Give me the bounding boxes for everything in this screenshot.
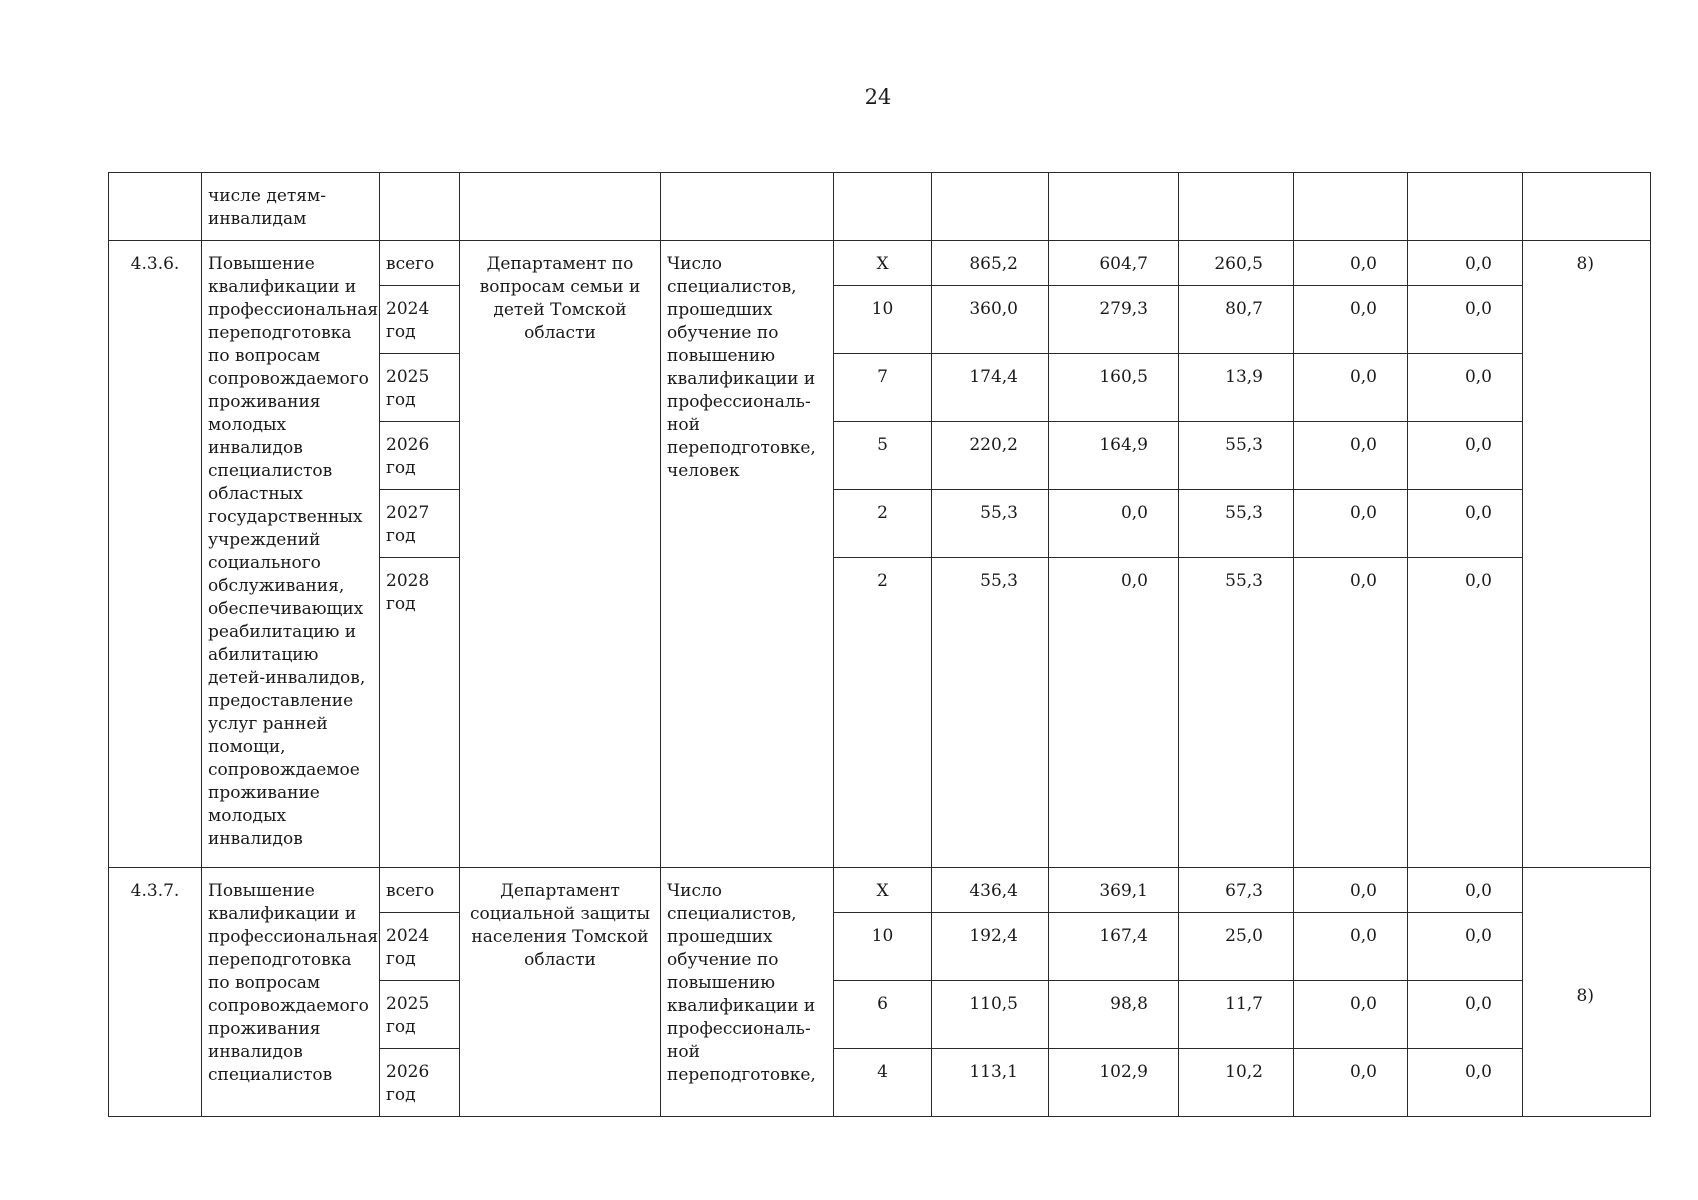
activity-name: Повышение квалификации и профессиональная переподготовка по вопросам сопровождаемого проживания инвалидов специалистов [202, 868, 380, 1117]
carryover-empty-cell [1294, 173, 1408, 241]
extra-budget: 0,0 [1408, 354, 1523, 422]
federal-budget: 98,8 [1049, 981, 1179, 1049]
extra-budget: 0,0 [1408, 241, 1523, 286]
period-cell: 2025 год [380, 981, 460, 1049]
total-amount: 113,1 [932, 1049, 1049, 1117]
carryover-name: числе детям- инвалидам [208, 186, 326, 229]
carryover-id-cell [109, 173, 202, 241]
indicator-value: 10 [834, 913, 932, 981]
extra-budget: 0,0 [1408, 422, 1523, 490]
regional-budget: 55,3 [1179, 422, 1294, 490]
indicator-value: 5 [834, 422, 932, 490]
extra-budget: 0,0 [1408, 286, 1523, 354]
note-cell: 8) [1523, 868, 1651, 1117]
total-amount: 55,3 [932, 490, 1049, 558]
carryover-empty-cell [460, 173, 661, 241]
carryover-empty-cell [380, 173, 460, 241]
regional-budget: 260,5 [1179, 241, 1294, 286]
extra-budget: 0,0 [1408, 913, 1523, 981]
indicator-cell: Число специалистов, прошедших обучение по повышению квалификации и профессиональ-ной переподготовке, [661, 868, 834, 1117]
extra-budget: 0,0 [1408, 868, 1523, 913]
federal-budget: 0,0 [1049, 558, 1179, 868]
period-cell: всего [380, 241, 460, 286]
total-amount: 360,0 [932, 286, 1049, 354]
carryover-row [109, 173, 1651, 241]
total-amount: 55,3 [932, 558, 1049, 868]
period-cell: 2028 год [380, 558, 460, 868]
federal-budget: 167,4 [1049, 913, 1179, 981]
federal-budget: 160,5 [1049, 354, 1179, 422]
program-table [108, 172, 1651, 1117]
local-budget: 0,0 [1294, 868, 1408, 913]
carryover-empty-cell [661, 173, 834, 241]
total-amount: 436,4 [932, 868, 1049, 913]
indicator-value: 7 [834, 354, 932, 422]
indicator-value: 6 [834, 981, 932, 1049]
local-budget: 0,0 [1294, 490, 1408, 558]
period-cell: 2026 год [380, 422, 460, 490]
carryover-empty-cell [1523, 173, 1651, 241]
year-row [109, 868, 1651, 913]
local-budget: 0,0 [1294, 241, 1408, 286]
period-cell: 2027 год [380, 490, 460, 558]
indicator-value: 10 [834, 286, 932, 354]
extra-budget: 0,0 [1408, 981, 1523, 1049]
indicator-cell: Число специалистов, прошедших обучение по повышению квалификации и профессиональ-ной переподготовке, человек [661, 241, 834, 868]
activity-id: 4.3.6. [109, 241, 202, 868]
indicator-value: 2 [834, 558, 932, 868]
regional-budget: 11,7 [1179, 981, 1294, 1049]
local-budget: 0,0 [1294, 981, 1408, 1049]
total-amount: 220,2 [932, 422, 1049, 490]
federal-budget: 164,9 [1049, 422, 1179, 490]
regional-budget: 13,9 [1179, 354, 1294, 422]
activity-id: 4.3.7. [109, 868, 202, 1117]
local-budget: 0,0 [1294, 354, 1408, 422]
carryover-empty-cell [932, 173, 1049, 241]
federal-budget: 369,1 [1049, 868, 1179, 913]
regional-budget: 10,2 [1179, 1049, 1294, 1117]
total-amount: 865,2 [932, 241, 1049, 286]
federal-budget: 0,0 [1049, 490, 1179, 558]
period-cell: 2024 год [380, 913, 460, 981]
activity-name: Повышение квалификации и профессиональная переподготовка по вопросам сопровождаемого проживания молодых инвалидов специалистов областных государственных учреждений социального обслуживания, обеспечивающих реабилитацию и абилитацию детей-инвалидов, предоставление услуг ранней помощи, сопровождаемое проживание молодых инвалидов [202, 241, 380, 868]
carryover-empty-cell [834, 173, 932, 241]
period-cell: всего [380, 868, 460, 913]
total-amount: 192,4 [932, 913, 1049, 981]
federal-budget: 604,7 [1049, 241, 1179, 286]
regional-budget: 67,3 [1179, 868, 1294, 913]
carryover-empty-cell [1049, 173, 1179, 241]
period-cell: 2026 год [380, 1049, 460, 1117]
indicator-value: 4 [834, 1049, 932, 1117]
indicator-value: X [834, 868, 932, 913]
regional-budget: 55,3 [1179, 490, 1294, 558]
total-amount: 174,4 [932, 354, 1049, 422]
period-cell: 2024 год [380, 286, 460, 354]
note-cell: 8) [1523, 241, 1651, 868]
federal-budget: 279,3 [1049, 286, 1179, 354]
carryover-empty-cell [1408, 173, 1523, 241]
local-budget: 0,0 [1294, 286, 1408, 354]
total-amount: 110,5 [932, 981, 1049, 1049]
period-cell: 2025 год [380, 354, 460, 422]
extra-budget: 0,0 [1408, 558, 1523, 868]
carryover-empty-cell [1179, 173, 1294, 241]
regional-budget: 80,7 [1179, 286, 1294, 354]
regional-budget: 55,3 [1179, 558, 1294, 868]
carryover-name-cell [202, 173, 380, 241]
local-budget: 0,0 [1294, 1049, 1408, 1117]
local-budget: 0,0 [1294, 422, 1408, 490]
page-number: 24 [864, 85, 892, 109]
executor-cell: Департамент социальной защиты населения Томской области [460, 868, 661, 1117]
federal-budget: 102,9 [1049, 1049, 1179, 1117]
extra-budget: 0,0 [1408, 490, 1523, 558]
indicator-value: 2 [834, 490, 932, 558]
indicator-value: X [834, 241, 932, 286]
year-row [109, 241, 1651, 286]
executor-cell: Департамент по вопросам семьи и детей Томской области [460, 241, 661, 868]
extra-budget: 0,0 [1408, 1049, 1523, 1117]
local-budget: 0,0 [1294, 558, 1408, 868]
regional-budget: 25,0 [1179, 913, 1294, 981]
local-budget: 0,0 [1294, 913, 1408, 981]
